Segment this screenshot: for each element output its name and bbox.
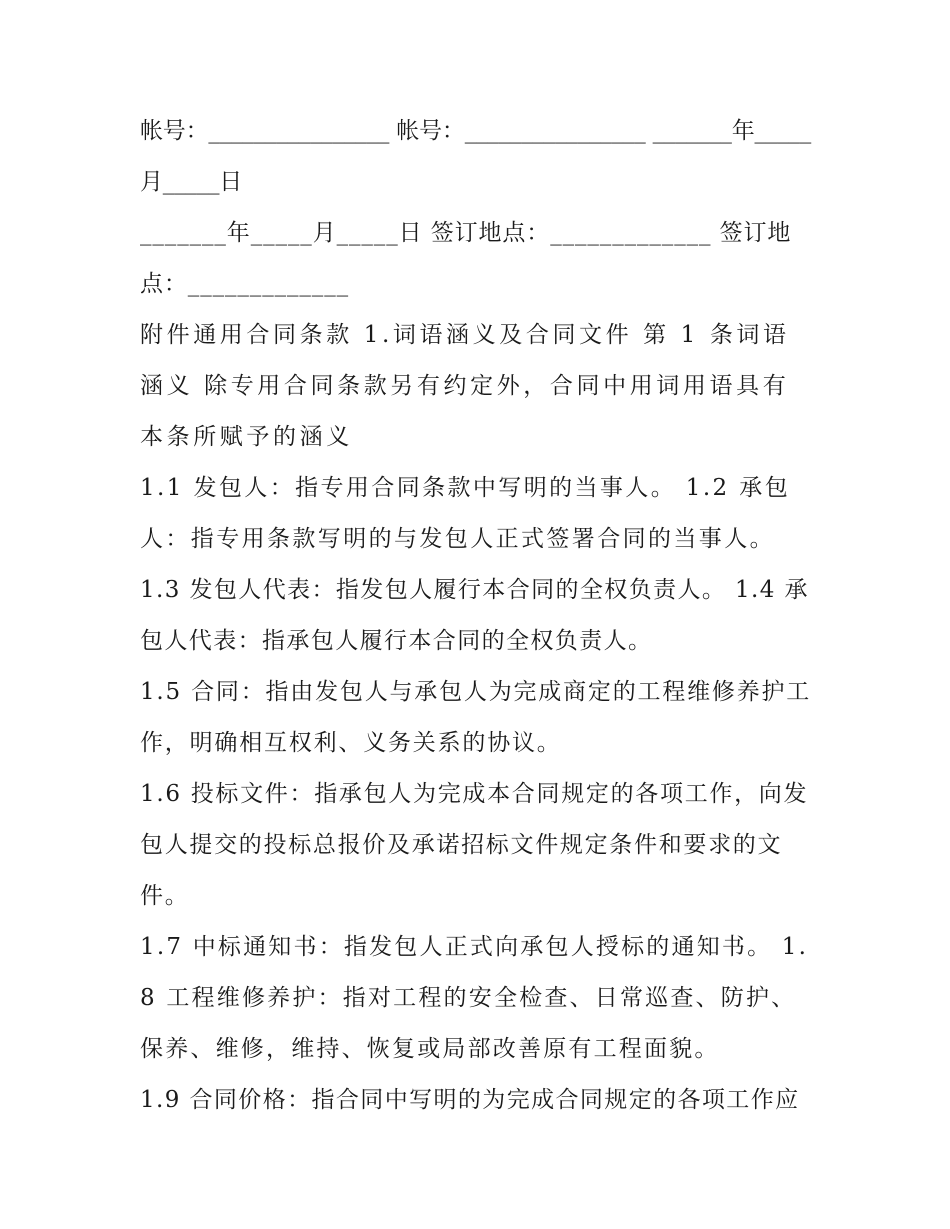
clause-1-6: 1.6 投标文件：指承包人为完成本合同规定的各项工作，向发包人提交的投标总报价及承诺招标文件规定条件和要求的文件。 (140, 781, 809, 909)
clause-1-5: 1.5 合同：指由发包人与承包人为完成商定的工程维修养护工作，明确相互权利、义务关系的协议。 (140, 679, 812, 756)
clause-1-9: 1.9 合同价格：指合同中写明的为完成合同规定的各项工作应 (140, 1087, 800, 1113)
date-place-line: _______年_____月_____日 签订地点：_____________ 签订地点：_____________ (140, 220, 792, 297)
general-terms-heading: 附件通用合同条款 1.词语涵义及合同文件 第 1 条词语涵义 除专用合同条款另有约定外，合同中用词用语具有本条所赋予的涵义 (140, 322, 790, 450)
clause-1-1-1-2: 1.1 发包人：指专用合同条款中写明的当事人。 1.2 承包人：指专用条款写明的与发包人正式签署合同的当事人。 (140, 475, 791, 552)
clause-1-3-1-4: 1.3 发包人代表：指发包人履行本合同的全权负责人。 1.4 承包人代表：指承包人履行本合同的全权负责人。 (140, 577, 809, 654)
account-date-line: 帐号：________________ 帐号：________________ _______年_____月_____日 (140, 118, 812, 195)
document-body (140, 106, 812, 1126)
clause-1-7-1-8: 1.7 中标通知书：指发包人正式向承包人授标的通知书。 1.8 工程维修养护：指对工程的安全检查、日常巡查、防护、保养、维修，维持、恢复或局部改善原有工程面貌。 (140, 934, 809, 1062)
